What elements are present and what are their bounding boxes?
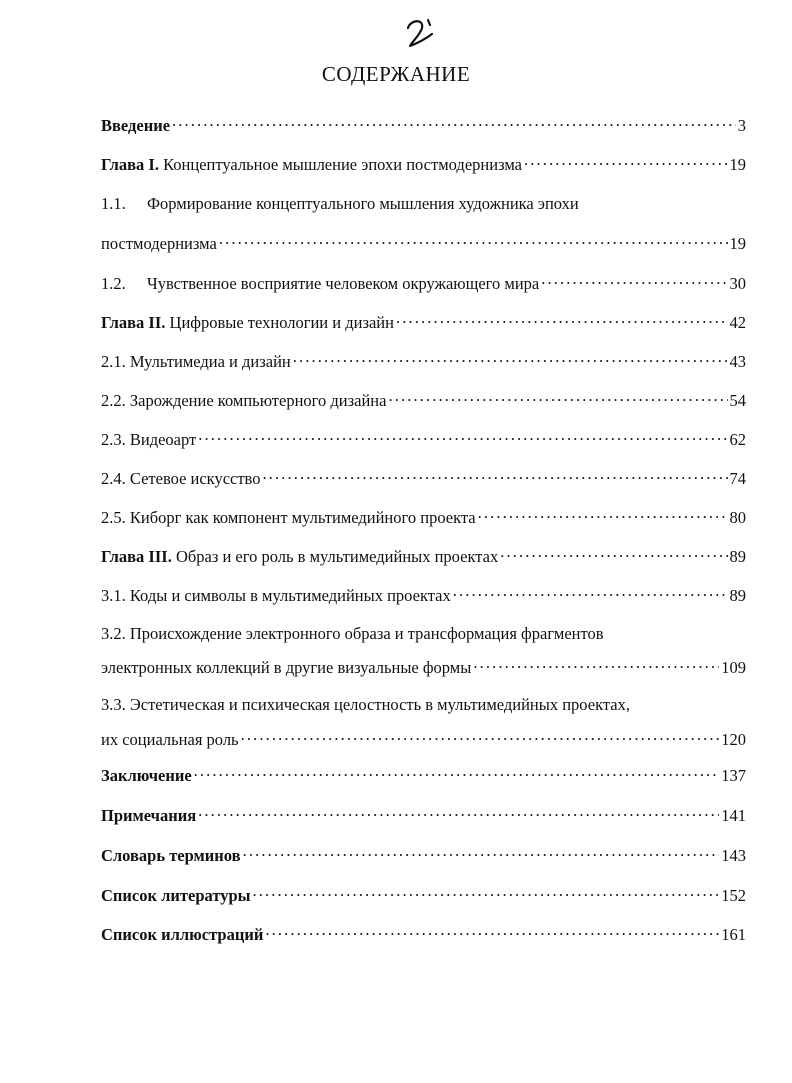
toc-entry-1-1[interactable]	[101, 194, 746, 220]
toc-chapter-label: Глава II.	[101, 312, 166, 332]
toc-entry-3-1[interactable]	[101, 584, 746, 610]
dot-leader	[194, 764, 720, 781]
toc-page-number: 109	[721, 657, 746, 677]
toc-page-number: 19	[729, 154, 746, 174]
toc-entry-1-2[interactable]	[101, 272, 746, 298]
toc-entry-title: Цифровые технологии и дизайн	[165, 312, 394, 332]
toc-entry-title: Введение	[101, 115, 171, 135]
toc-entry-title: Заключение	[101, 765, 192, 785]
toc-entry-title: Примечания	[101, 805, 197, 825]
dot-leader	[473, 656, 719, 673]
toc-entry-2-4[interactable]	[101, 467, 746, 493]
toc-entry-2-2[interactable]	[101, 389, 746, 415]
toc-entry-title: 3.3. Эстетическая и психическая целостность в мультимедийных проектах,	[101, 695, 630, 714]
dot-leader	[198, 804, 719, 821]
toc-entry-title: постмодернизма	[101, 233, 217, 253]
toc-entry-chapter-1[interactable]	[101, 153, 746, 179]
toc-page-number: 54	[729, 390, 746, 410]
dot-leader	[219, 232, 728, 249]
dot-leader	[293, 350, 728, 367]
toc-page-number: 161	[721, 924, 746, 944]
toc-entry-bibliography[interactable]	[101, 884, 746, 910]
toc-entry-3-2-continued[interactable]	[101, 656, 746, 682]
toc-chapter-label: Глава III.	[101, 546, 172, 566]
dot-leader	[524, 153, 727, 170]
toc-page-number: 141	[721, 805, 746, 825]
toc-entry-3-3-continued[interactable]	[101, 728, 746, 754]
toc-entry-title: 2.4. Сетевое искусство	[101, 468, 261, 488]
toc-page-number: 152	[721, 885, 746, 905]
toc-entry-title: Список иллюстраций	[101, 924, 264, 944]
toc-page-number: 80	[729, 507, 746, 527]
dot-leader	[263, 467, 728, 484]
dot-leader	[172, 114, 736, 131]
dot-leader	[198, 428, 727, 445]
toc-page-number: 89	[729, 546, 746, 566]
toc-entry-notes[interactable]	[101, 804, 746, 830]
toc-entry-title: их социальная роль	[101, 729, 239, 749]
handwritten-page-number	[402, 16, 438, 50]
toc-entry-3-3[interactable]	[101, 695, 746, 721]
toc-page-number: 120	[721, 729, 746, 749]
toc-entry-title: Список литературы	[101, 885, 251, 905]
toc-entry-introduction[interactable]	[101, 114, 746, 140]
toc-entry-2-5[interactable]	[101, 506, 746, 532]
toc-page-number: 62	[729, 429, 746, 449]
toc-page-number: 89	[729, 585, 746, 605]
toc-entry-title: Формирование концептуального мышления художника эпохи	[147, 194, 579, 213]
toc-entry-title: 2.2. Зарождение компьютерного дизайна	[101, 390, 387, 410]
toc-entry-3-2[interactable]	[101, 624, 746, 650]
toc-entry-title: 2.5. Киборг как компонент мультимедийного проекта	[101, 507, 476, 527]
toc-entry-title: Образ и его роль в мультимедийных проектах	[171, 546, 499, 566]
toc-entry-title: электронных коллекций в другие визуальные формы	[101, 657, 472, 677]
toc-section-number: 1.2.	[101, 273, 126, 293]
toc-page-number: 42	[729, 312, 746, 332]
toc-entry-2-1[interactable]	[101, 350, 746, 376]
toc-page-number: 30	[729, 273, 746, 293]
dot-leader	[478, 506, 728, 523]
dot-leader	[396, 311, 728, 328]
dot-leader	[243, 844, 720, 861]
dot-leader	[241, 728, 720, 745]
dot-leader	[253, 884, 720, 901]
toc-entry-title: 3.1. Коды и символы в мультимедийных проектах	[101, 585, 451, 605]
toc-entry-1-1-continued[interactable]	[101, 232, 746, 258]
toc-entry-title: 3.2. Происхождение электронного образа и трансформация фрагментов	[101, 624, 604, 643]
toc-page-number: 137	[721, 765, 746, 785]
toc-page-number: 19	[729, 233, 746, 253]
toc-page-number: 43	[729, 351, 746, 371]
toc-page-number: 74	[729, 468, 746, 488]
toc-section-number: 1.1.	[101, 194, 126, 213]
dot-leader	[453, 584, 728, 601]
toc-entry-title: Чувственное восприятие человеком окружающего мира	[147, 273, 540, 293]
dot-leader	[388, 389, 727, 406]
dot-leader	[265, 923, 719, 940]
toc-title: СОДЕРЖАНИЕ	[321, 62, 471, 86]
toc-entry-title: Словарь терминов	[101, 845, 241, 865]
toc-chapter-label: Глава I.	[101, 154, 159, 174]
toc-entry-glossary[interactable]	[101, 844, 746, 870]
dot-leader	[500, 545, 727, 562]
toc-page-number: 3	[737, 115, 746, 135]
toc-entry-conclusion[interactable]	[101, 764, 746, 790]
dot-leader	[541, 272, 727, 289]
toc-entry-chapter-3[interactable]	[101, 545, 746, 571]
toc-entry-title: Концептуальное мышление эпохи постмодернизма	[158, 154, 523, 174]
toc-entry-title: 2.3. Видеоарт	[101, 429, 197, 449]
toc-page-number: 143	[721, 845, 746, 865]
toc-entry-title: 2.1. Мультимедиа и дизайн	[101, 351, 291, 371]
toc-entry-chapter-2[interactable]	[101, 311, 746, 337]
toc-entry-2-3[interactable]	[101, 428, 746, 454]
toc-entry-illustrations[interactable]	[101, 923, 746, 949]
